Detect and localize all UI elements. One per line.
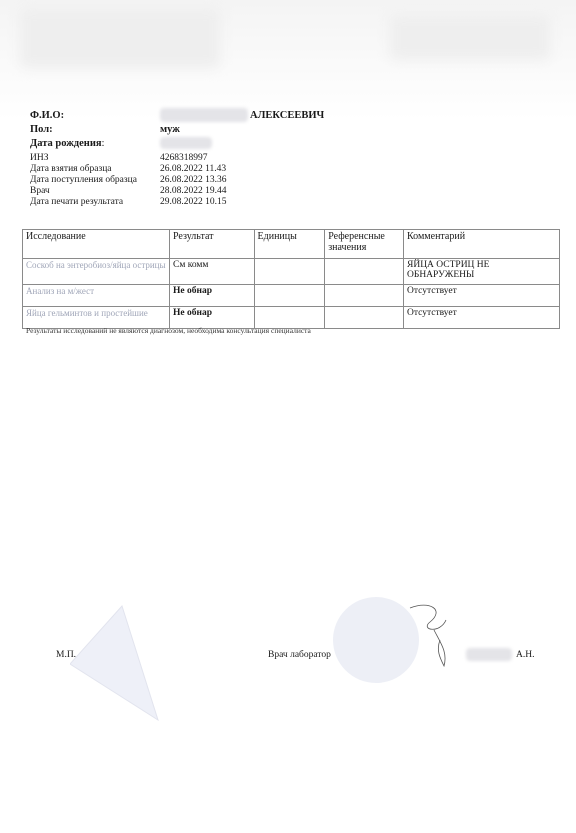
cell-test: Соскоб на энтеробиоз/яйца острицы — [23, 259, 170, 285]
cell-comment: Отсутствует — [404, 285, 560, 307]
cell-units — [254, 259, 325, 285]
sex-label: Пол: — [30, 124, 53, 135]
cell-reference — [325, 285, 404, 307]
redacted-name — [160, 108, 248, 122]
cell-comment: Отсутствует — [404, 307, 560, 329]
cell-result: Не обнар — [169, 285, 254, 307]
cell-reference — [325, 307, 404, 329]
cell-units — [254, 285, 325, 307]
header-comment: Комментарий — [404, 230, 560, 259]
header-reference: Референсные значения — [325, 230, 404, 259]
sample-taken-value: 26.08.2022 11.43 — [160, 164, 227, 174]
dob-colon: : — [101, 138, 105, 149]
inz-label: ИНЗ — [30, 153, 49, 163]
print-date-value: 29.08.2022 10.15 — [160, 197, 227, 207]
signature-icon — [400, 600, 460, 670]
sample-received-label: Дата поступления образца — [30, 175, 137, 185]
doctor-label: Врач — [30, 186, 50, 196]
sex-value: муж — [160, 124, 180, 135]
inz-value: 4268318997 — [160, 153, 208, 163]
table-header-row — [23, 230, 560, 259]
dob-label: Дата рождения — [30, 138, 102, 149]
results-table — [22, 229, 560, 329]
redacted-header-left — [20, 8, 220, 68]
disclaimer-note: Результаты исследований не являются диагнозом, необходима консультация специалиста — [26, 326, 311, 335]
redacted-header-right — [390, 15, 550, 60]
fio-value: АЛЕКСЕЕВИЧ — [250, 110, 325, 121]
redacted-dob — [160, 137, 212, 149]
table-row — [23, 285, 560, 307]
header-test: Исследование — [23, 230, 170, 259]
mp-label: М.П. — [56, 650, 77, 660]
sample-received-value: 26.08.2022 13.36 — [160, 175, 227, 185]
doctor-value: 28.08.2022 19.44 — [160, 186, 227, 196]
sample-taken-label: Дата взятия образца — [30, 164, 112, 174]
cell-result: Не обнар — [169, 307, 254, 329]
doctor-lab-label: Врач лаборатор — [268, 650, 331, 660]
print-date-label: Дата печати результата — [30, 197, 124, 207]
redacted-doctor-name — [466, 648, 512, 661]
cell-reference — [325, 259, 404, 285]
fio-label: Ф.И.О: — [30, 110, 65, 121]
cell-comment: ЯЙЦА ОСТРИЦ НЕ ОБНАРУЖЕНЫ — [404, 259, 560, 285]
header-units: Единицы — [254, 230, 325, 259]
cell-result: См комм — [169, 259, 254, 285]
cell-test: Яйца гельминтов и простейшие — [23, 307, 170, 329]
table-row — [23, 259, 560, 285]
dob-row — [30, 138, 104, 149]
doctor-initials: А.Н. — [516, 650, 535, 660]
stamp-triangle-icon — [70, 604, 160, 722]
header-result: Результат — [169, 230, 254, 259]
cell-test: Анализ на м/жест — [23, 285, 170, 307]
